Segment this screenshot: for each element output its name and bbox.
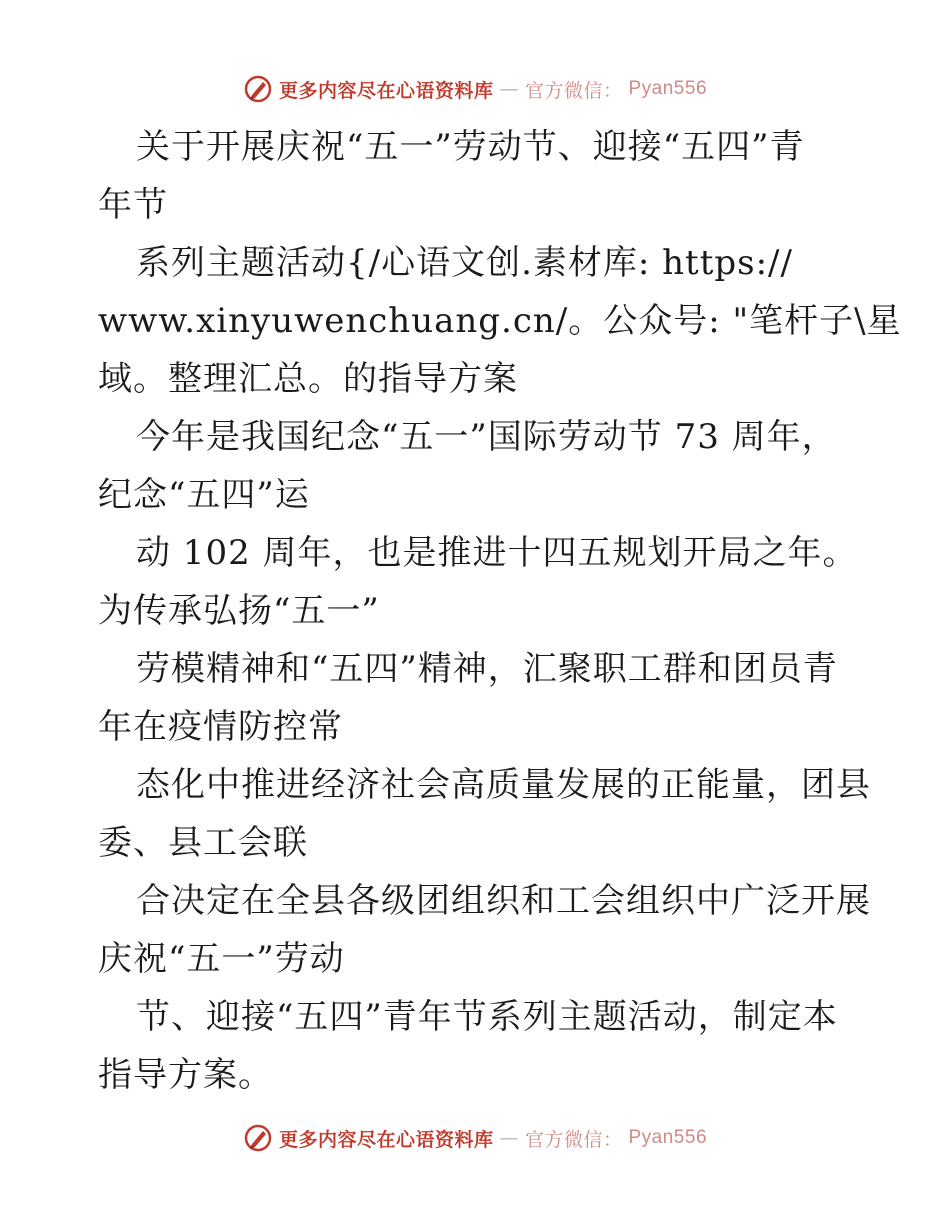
paragraph-line: 节、迎接“五四”青年节系列主题活动，制定本 [136,997,838,1037]
paragraph-line: 劳模精神和“五四”精神，汇聚职工群和团员青 [136,649,838,689]
watermark-main-text: 更多内容尽在心语资料库 [278,1128,494,1151]
paragraph-line: 纪念“五四”运 [98,475,310,515]
paragraph-line: 年在疫情防控常 [98,707,343,747]
paragraph-line: 委、县工会联 [98,823,308,863]
title-line-1: 关于开展庆祝“五一”劳动节、迎接“五四”青 [136,127,805,167]
paragraph-line: 今年是我国纪念“五一”国际劳动节 73 周年， [136,417,837,457]
title-line-4: www.xinyuwenchuang.cn/。公众号: "笔杆子\星 [98,301,902,341]
pen-logo-icon [243,74,273,104]
watermark-handle: Pyan556 [628,1127,708,1148]
pen-logo-icon [243,1123,273,1153]
watermark-sub-text: 官方微信： [524,79,623,102]
paragraph-line: 为传承弘扬“五一” [98,591,380,631]
title-line-2: 年节 [98,185,168,225]
title-line-3: 系列主题活动{/心语文创.素材库: https:// [136,243,793,283]
title-line-5: 域。整理汇总。的指导方案 [98,359,518,399]
footer-watermark [0,1123,950,1153]
document-body [98,118,902,1104]
watermark-main-text: 更多内容尽在心语资料库 [278,79,494,102]
paragraph-line: 态化中推进经济社会高质量发展的正能量，团县 [136,765,871,805]
watermark-separator: — [499,1127,519,1149]
watermark-sub-text: 官方微信： [524,1128,623,1151]
paragraph-line: 合决定在全县各级团组织和工会组织中广泛开展 [136,881,871,921]
paragraph-line: 动 102 周年，也是推进十四五规划开局之年。 [136,533,858,573]
watermark-separator: — [499,78,519,100]
paragraph-line: 指导方案。 [98,1055,273,1095]
paragraph-line: 庆祝“五一”劳动 [98,939,345,979]
header-watermark [0,74,950,104]
watermark-handle: Pyan556 [628,78,708,99]
